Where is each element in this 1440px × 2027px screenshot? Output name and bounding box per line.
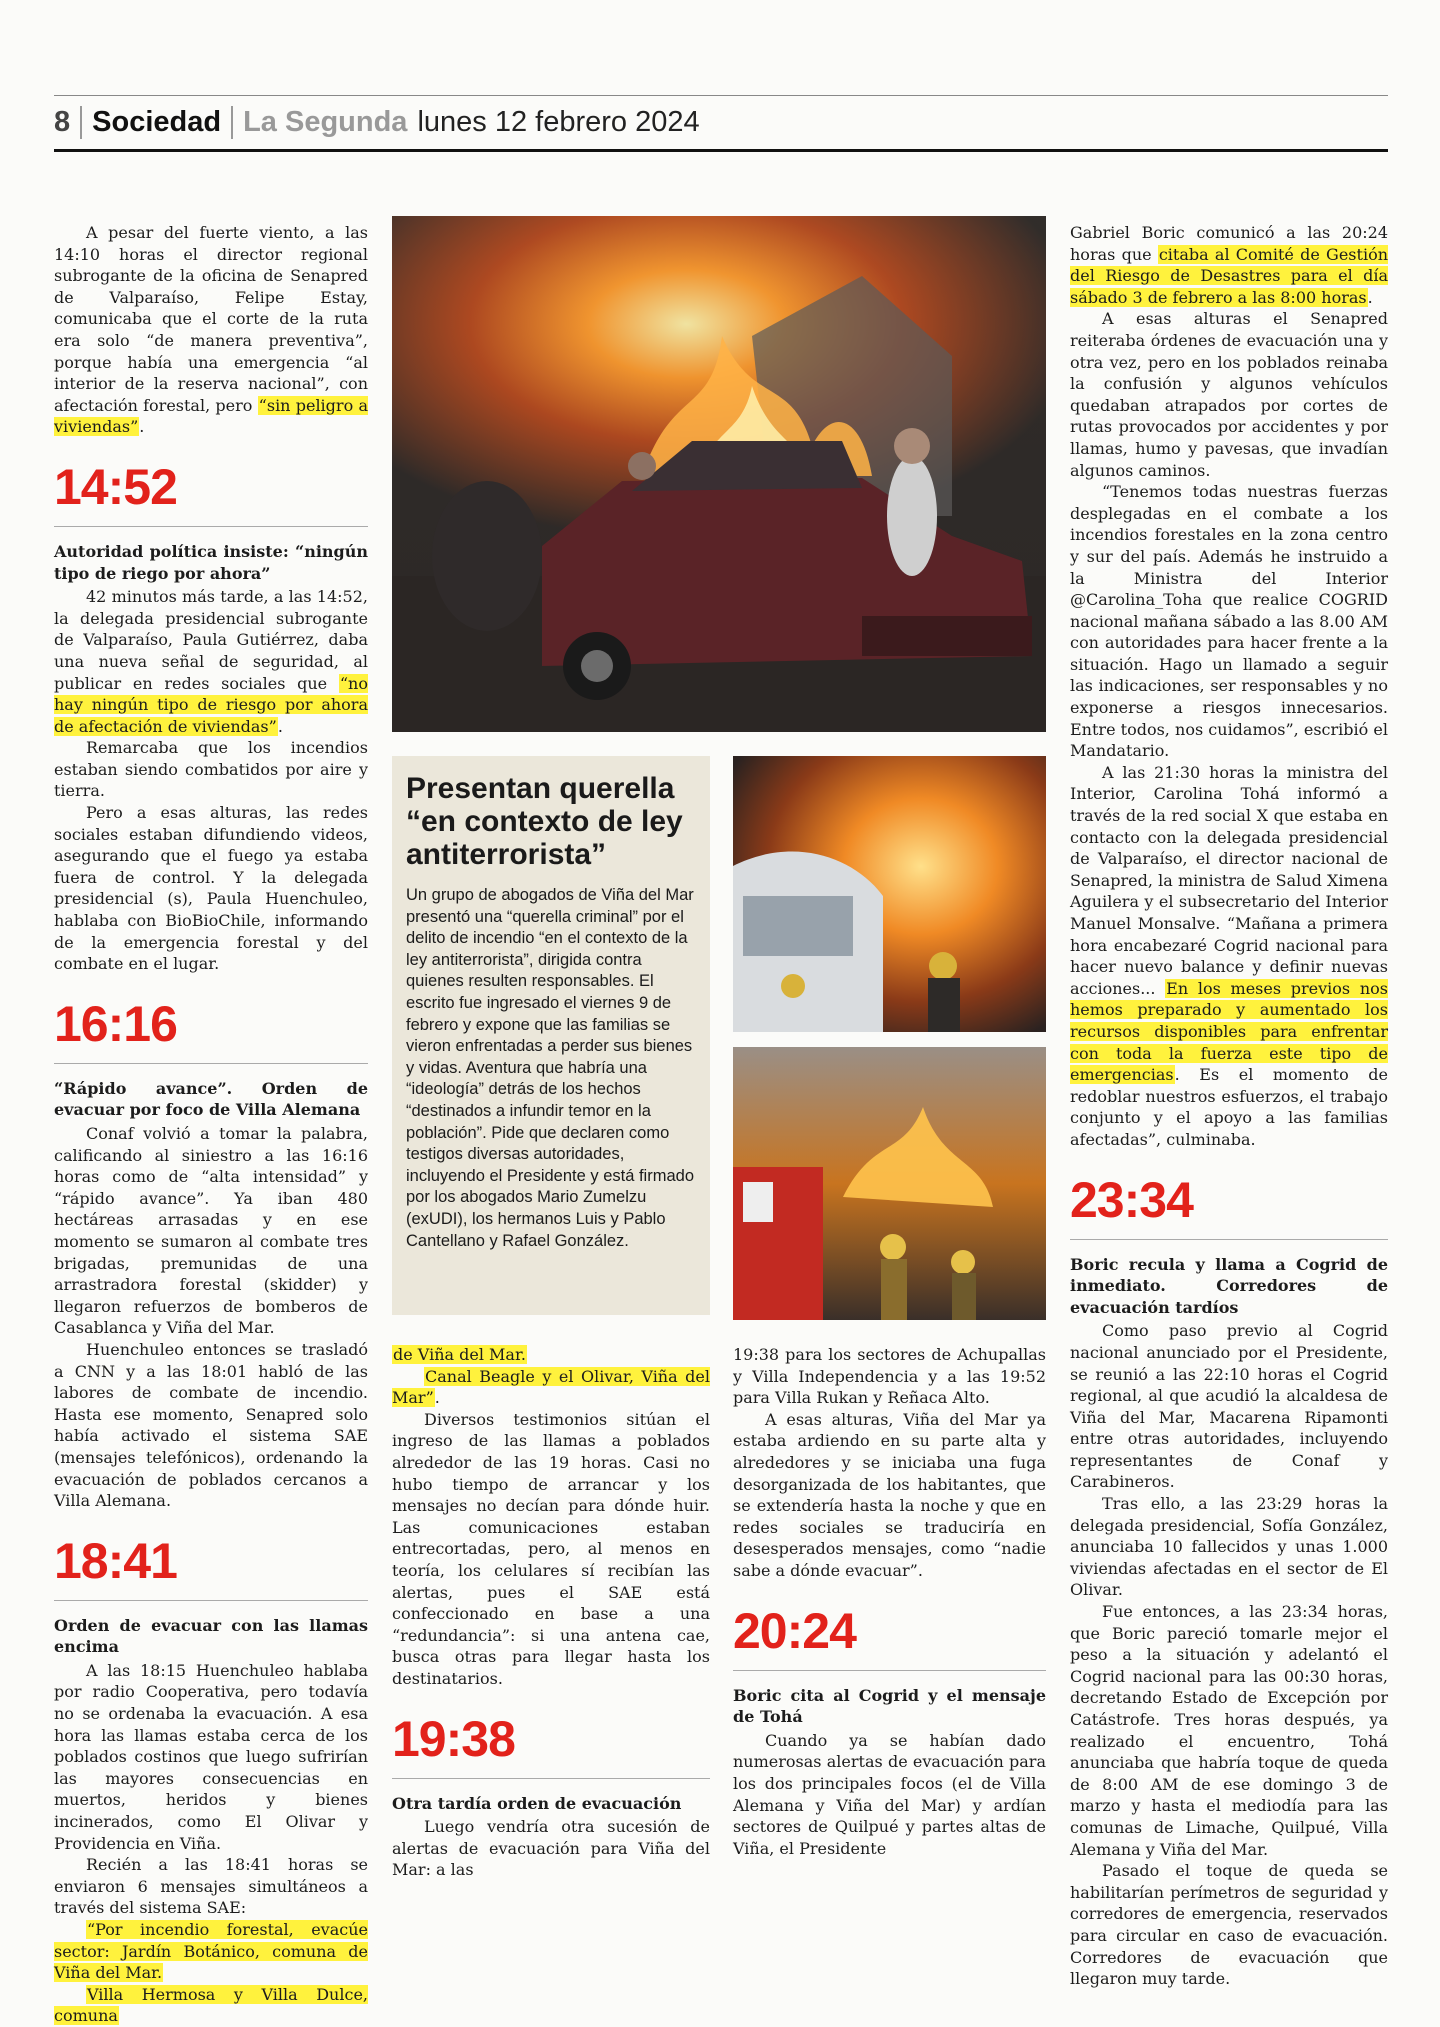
paragraph: A esas alturas el Senapred reiteraba órdenes de evacuación una y otra vez, pero en los poblados reinaba la confusión y algunos vehículos quedaban atrapados por cortes de rutas provocados por accidentes y por llamas, humo y pavesas, que invadían algunos caminos. [1070,309,1388,480]
paragraph: Recién a las 18:41 horas se enviaron 6 mensajes simultáneos a través del sistema SAE: [54,1855,368,1918]
page-number: 8 [54,106,82,139]
time-heading: 19:38 [392,1710,515,1767]
time-heading: 20:24 [733,1602,856,1659]
fire-car-photo [392,216,1046,732]
paragraph: Tras ello, a las 23:29 horas la delegada presidencial, Sofía González, anunciaba 10 fallecidos y unas 1.000 viviendas afectadas en el sector de El Olivar. [1070,1494,1388,1600]
column-2 [392,1344,710,1881]
sae-message: Canal Beagle y el Olivar, Viña del Mar”. [392,1366,710,1408]
box-title: Presentan querella “en contexto de ley antiterrorista” [406,772,683,871]
firefighters-photo-2 [733,1047,1046,1320]
divider [54,1600,368,1601]
divider [1070,1239,1388,1240]
paragraph: Huenchuleo entonces se trasladó a CNN y a las 18:01 habló de las labores de combate de incendio. Hasta ese momento, Senapred solo había activado el sistema SAE (mensajes telefónicos), ordenando la evacuación de poblados cercanos a Villa Alemana. [54,1339,368,1511]
paragraph: 19:38 para los sectores de Achupallas y Villa Independencia y a las 19:52 para Villa Rukan y Reñaca Alto. [733,1345,1046,1408]
paragraph: Diversos testimonios sitúan el ingreso de las llamas a poblados alrededor de las 19 horas. Casi no hubo tiempo de arrancar y los mensajes no decían para dónde huir. Las comunicaciones estaban entrecortadas, pero, al menos en teoría, los celulares sí recibían las alertas, pues el SAE está confeccionado en base a una “redundancia”: si una antena cae, busca otras para llegar hasta los destinatarios. [392,1409,710,1688]
paragraph: 42 minutos más tarde, a las 14:52, la delegada presidencial subrogante de Valparaíso, Paula Gutiérrez, daba una nueva señal de seguridad, al publicar en redes sociales que “no hay ningún tipo de riesgo por ahora de afectación de viviendas”. [54,587,368,736]
paragraph: Luego vendría otra sucesión de alertas de evacuación para Viña del Mar: a las [392,1817,710,1880]
subheading: Boric cita al Cogrid y el mensaje de Tohá [733,1685,1046,1727]
paragraph: A las 18:15 Huenchuleo hablaba por radio Cooperativa, pero todavía no se ordenaba la evacuación. A esa hora las llamas estaba cerca de los poblados costinos que luego sufrirían las mayores consecuencias en muertos, heridos y bienes incinerados, como El Olivar y Providencia en Viña. [54,1660,368,1853]
subheading: “Rápido avance”. Orden de evacuar por foco de Villa Alemana [54,1078,368,1120]
paragraph: “Tenemos todas nuestras fuerzas desplegadas en el combate a los incendios forestales en la zona centro y sur del país. Además he instruido a la Ministra del Interior @Carolina_Toha que realice COGRID nacional mañana sábado a las 8.00 AM con autoridades para hacer frente a la situación. Hago un llamado a seguir las indicaciones, ser responsables y no exponerse a riesgos innecesarios. Entre todos, nos cuidamos”, escribió el Mandatario. [1070,482,1388,761]
sae-message: “Por incendio forestal, evacúe sector: Jardín Botánico, comuna de Viña del Mar. [54,1920,368,1983]
paragraph: Pasado el toque de queda se habilitarían perímetros de seguridad y corredores de emergencia, reservados para circular en caso de evacuación. Corredores de evacuación que llegaron muy tarde. [1070,1861,1388,1989]
firefighters-photo-1 [733,756,1046,1032]
firefighters-image-2 [733,1047,1046,1320]
time-heading: 18:41 [54,1532,177,1589]
paragraph: Pero a esas alturas, las redes sociales estaban difundiendo videos, asegurando que el fuego ya estaba fuera de control. Y la delegada presidencial (s), Paula Huenchuleo, hablaba con BioBioChile, informando de la emergencia forestal y del combate en el lugar. [54,803,368,974]
section-name: Sociedad [82,106,233,139]
paragraph: Remarcaba que los incendios estaban siendo combatidos por aire y tierra. [54,738,368,801]
divider [733,1670,1046,1671]
column-1 [54,222,368,2027]
header-rule [54,149,1388,152]
divider [54,1063,368,1064]
fire-car-image [392,216,1046,732]
header-top-rule [54,95,1388,96]
subheading: Otra tardía orden de evacuación [392,1793,682,1813]
divider [54,526,368,527]
time-heading: 23:34 [1070,1171,1193,1228]
subheading: Autoridad política insiste: “ningún tipo de riego por ahora” [54,541,368,583]
time-heading: 16:16 [54,995,177,1052]
intro-paragraph: A pesar del fuerte viento, a las 14:10 horas el director regional subrogante de la oficina de Senapred de Valparaíso, Felipe Estay, comunicaba que el corte de la ruta era solo “de manera preventiva”, porque había una emergencia “al interior de la reserva nacional”, con afectación forestal, pero “sin peligro a viviendas”. [54,223,368,437]
querella-box [392,756,710,1315]
sae-message: de Viña del Mar. [393,1345,526,1364]
paragraph: Conaf volvió a tomar la palabra, calificando al siniestro a las 16:16 horas como de “alta intensidad” y “rápido avance”. Ya iban 480 hectáreas arrasadas y en ese momento se sumaron al combate tres brigadas, premunidas de una arrastradora forestal (skidder) y llegaron refuerzos de bomberos de Casablanca y Viña del Mar. [54,1124,368,1338]
subheading: Boric recula y llama a Cogrid de inmediato. Corredores de evacuación tardíos [1070,1254,1388,1317]
paragraph: Fue entonces, a las 23:34 horas, que Boric pareció tomarle mejor el peso a la situación y adelantó el Cogrid nacional para las 00:30 horas, decretando Estado de Excepción por Catástrofe. Tres horas después, ya realizado el encuentro, Tohá anunciaba que habría toque de queda de 8:00 AM de ese domingo 3 de marzo y hasta el mediodía para las comunas de Limache, Quilpué, Villa Alemana y Viña del Mar. [1070,1602,1388,1859]
paragraph: A esas alturas, Viña del Mar ya estaba ardiendo en su parte alta y alrededores y se iniciaba una fuga desorganizada de los habitantes, que se extendería hasta la noche y que en redes sociales se traduciría en desesperados mensajes, como “nadie sabe a dónde evacuar”. [733,1409,1046,1580]
divider [392,1778,710,1779]
paragraph: Cuando ya se habían dado numerosas alertas de evacuación para los dos principales focos (el de Villa Alemana y Viña del Mar) y ardían sectores de Quilpué y partes altas de Viña, el Presidente [733,1730,1046,1858]
issue-date: lunes 12 febrero 2024 [417,105,700,138]
firefighters-image-1 [733,756,1046,1032]
time-heading: 14:52 [54,458,177,515]
paragraph: Como paso previo al Cogrid nacional anunciado por el Presidente, se reunió a las 22:10 horas el Cogrid regional, al que acudió la alcaldesa de Viña del Mar, Macarena Ripamonti entre otras autoridades, incluyendo representantes de Conaf y Carabineros. [1070,1321,1388,1492]
newspaper-name: La Segunda [243,105,408,138]
column-4 [1070,222,1388,1990]
box-body: Un grupo de abogados de Viña del Mar presentó una “querella criminal” por el delito de incendio “en el contexto de la ley antiterrorista”, dirigida contra quienes resulten responsables. El escrito fue ingresado el viernes 9 de febrero y expone que las familias se vieron enfrentadas a perder sus bienes y vidas. Aventura que habría una “ideología” detrás de los hechos “destinados a infundir temor en la población”. Pide que declaren como testigos diversas autoridades, incluyendo el Presidente y está firmado por los abogados Mario Zumelzu (exUDI), los hermanos Luis y Pablo Cantellano y Rafael González. [406,886,694,1250]
paragraph: A las 21:30 horas la ministra del Interior, Carolina Tohá informó a través de la red social X que estaba en contacto con la delegada presidencial de Valparaíso, el director nacional de Senapred, la ministra de Salud Ximena Aguilera y el subsecretario del Interior Manuel Monsalve. “Mañana a primera hora encabezaré Cogrid nacional para hacer nuevo balance y definir nuevas acciones... En los meses previos nos hemos preparado y aumentado los recursos disponibles para enfrentar con toda la fuerza este tipo de emergencias. Es el momento de redoblar nuestros esfuerzos, el trabajo conjunto y el apoyo a las familias afectadas”, culminaba. [1070,762,1388,1149]
page-header [54,100,700,144]
subheading: Orden de evacuar con las llamas encima [54,1615,368,1657]
sae-message: Villa Hermosa y Villa Dulce, comuna [54,1984,368,2026]
column-3 [733,1344,1046,1859]
paragraph: Gabriel Boric comunicó a las 20:24 horas que citaba al Comité de Gestión del Riesgo de Desastres para el día sábado 3 de febrero a las 8:00 horas. [1070,223,1389,307]
